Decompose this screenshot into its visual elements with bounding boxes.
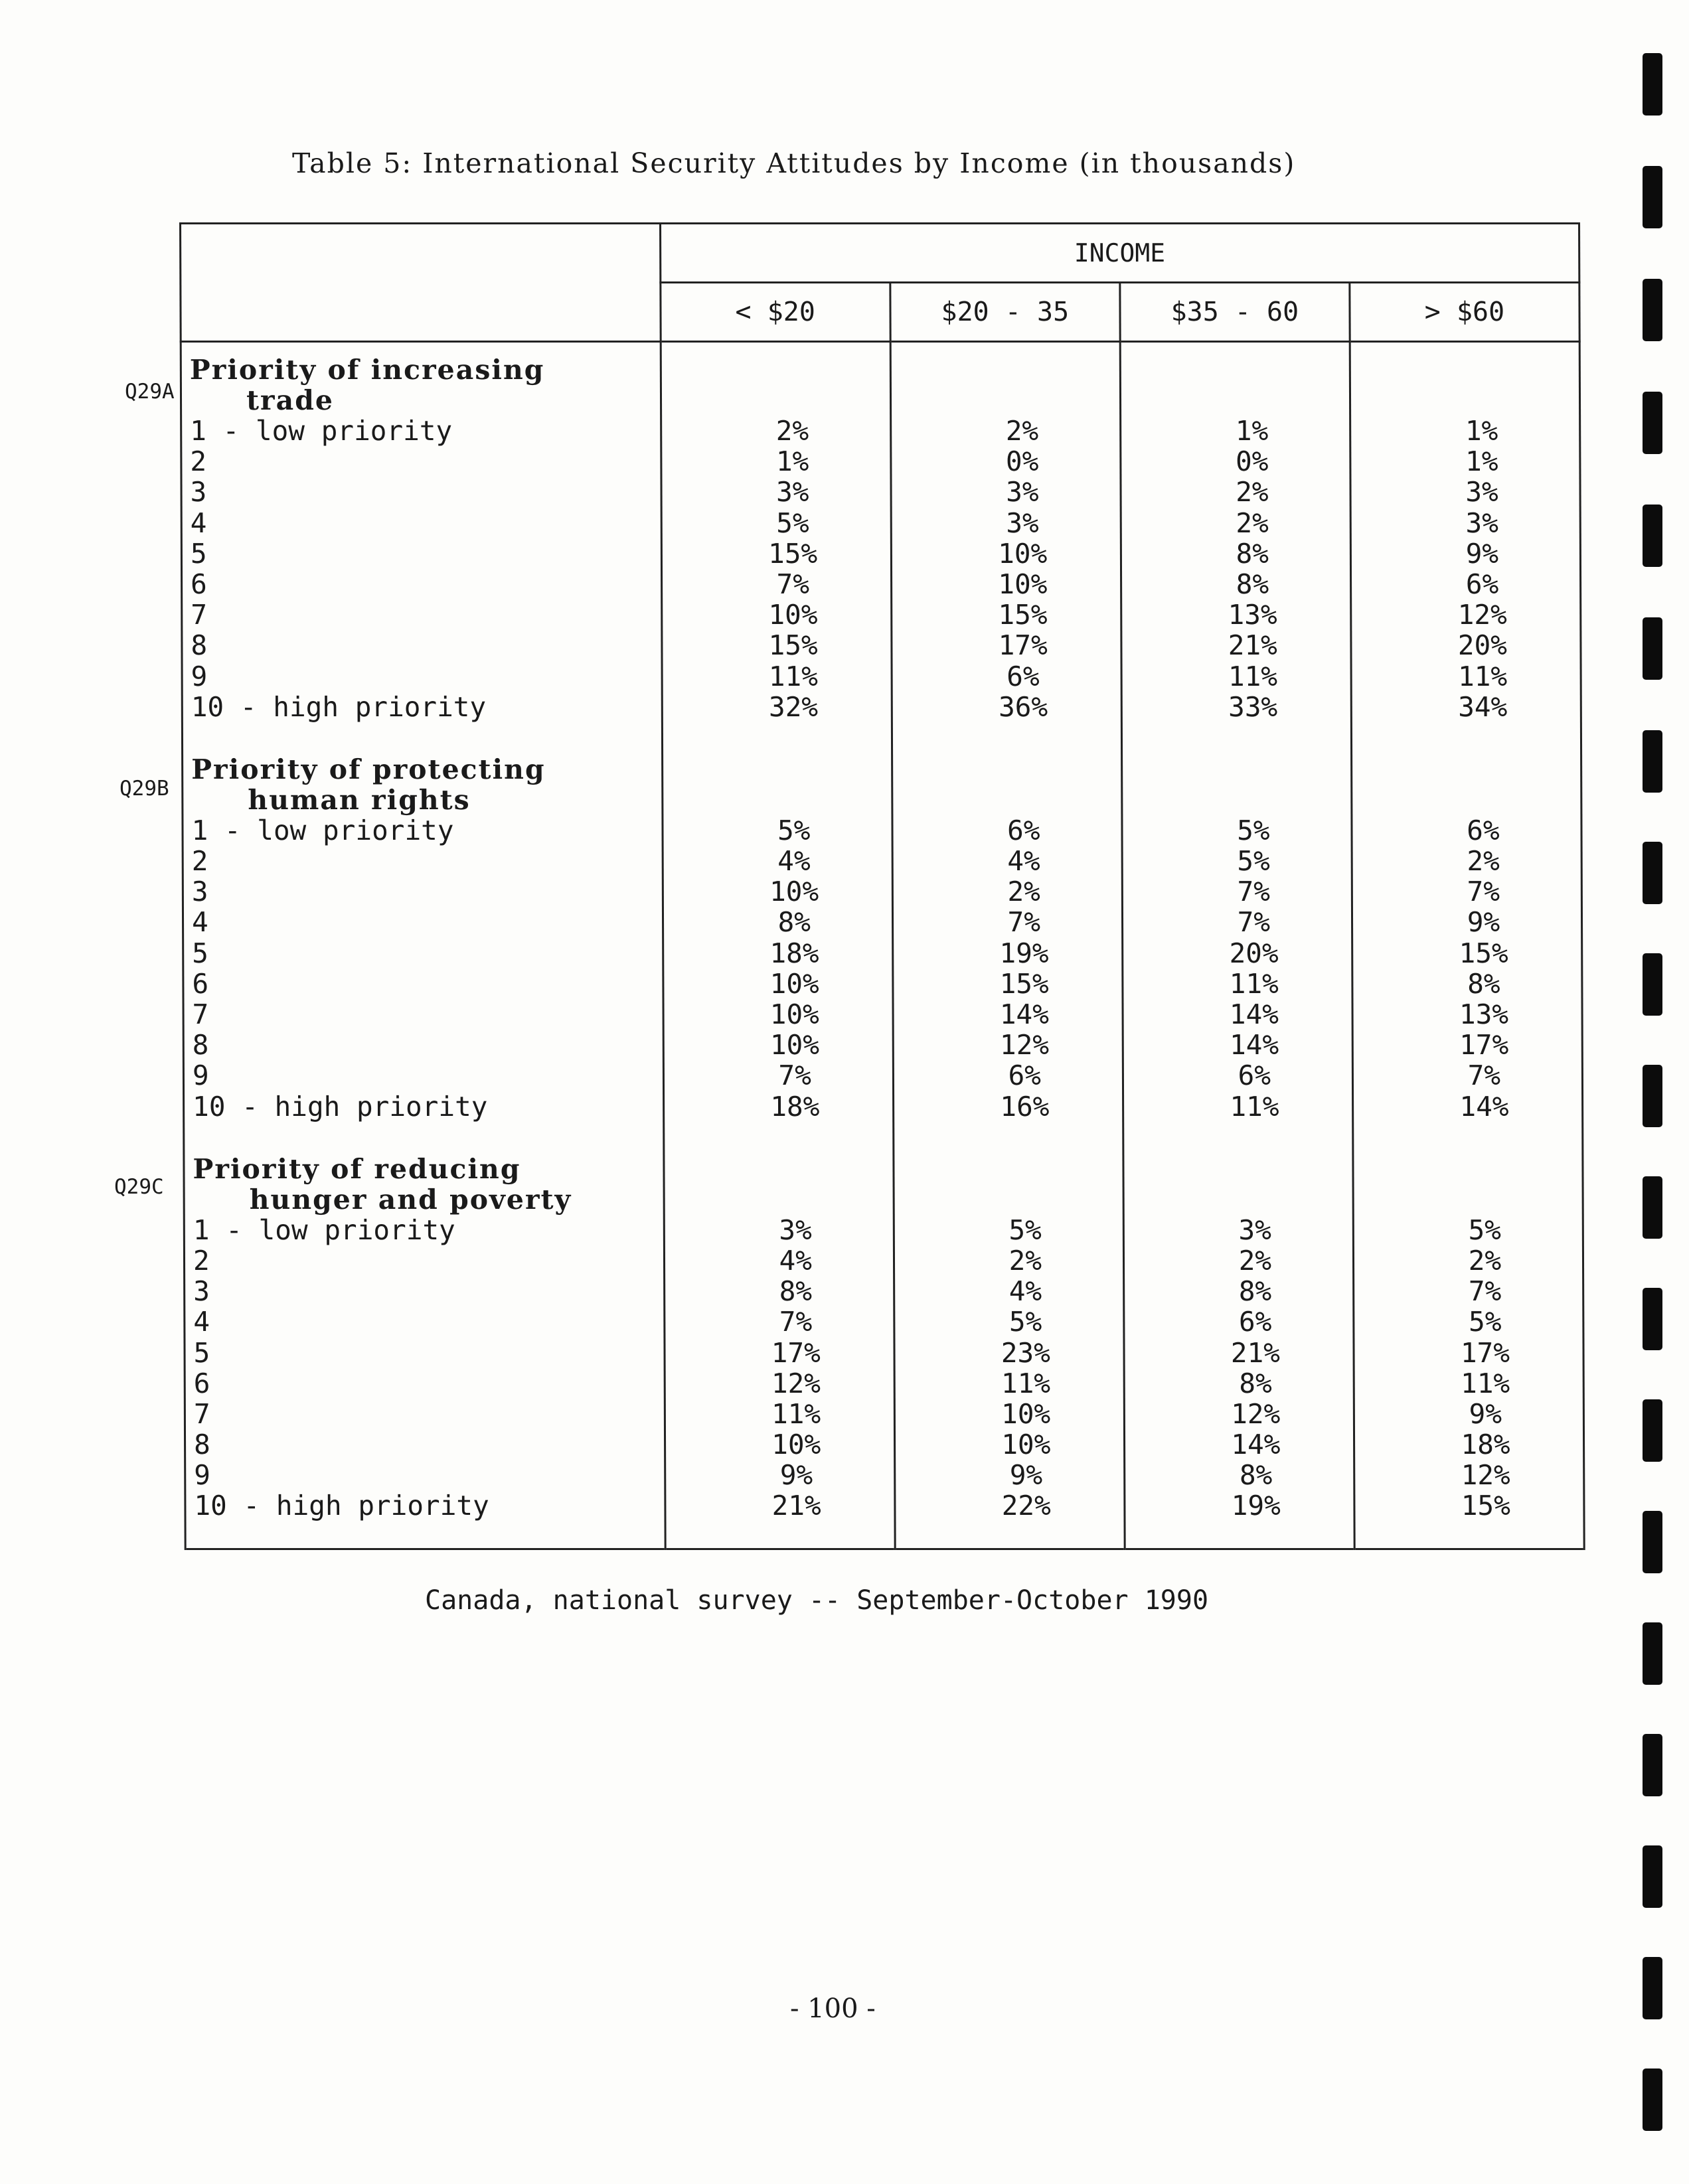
cell-value: 3% xyxy=(1006,476,1039,508)
cell-value: 7% xyxy=(778,1059,811,1092)
title-spacer xyxy=(1123,754,1350,815)
binding-mark xyxy=(1643,53,1662,116)
cell-value: 13% xyxy=(1459,998,1509,1030)
cell-value: 11% xyxy=(1457,660,1508,692)
binding-marks xyxy=(1643,0,1666,2184)
cell-value: 11% xyxy=(1461,1367,1510,1399)
cell-value: 10% xyxy=(769,998,819,1030)
cell-value: 32% xyxy=(768,690,819,723)
row-label: 2 xyxy=(193,1244,210,1277)
cell-value: 15% xyxy=(1461,1490,1510,1522)
cell-value: 3% xyxy=(779,1213,812,1246)
section-spacer xyxy=(894,1122,1122,1154)
row-label: 5 xyxy=(192,937,209,969)
row-label: 9 xyxy=(192,1059,209,1092)
binding-mark xyxy=(1643,166,1662,228)
cell-value: 20% xyxy=(1457,629,1507,662)
question-code-q29b: Q29B xyxy=(120,777,169,801)
row-label: 7 xyxy=(193,1397,210,1430)
cell-value: 17% xyxy=(998,629,1048,662)
cell-value: 7% xyxy=(1467,1059,1501,1092)
cell-value: 5% xyxy=(1469,1306,1502,1338)
binding-mark xyxy=(1643,842,1662,904)
title-spacer xyxy=(1352,754,1580,815)
cell-value: 12% xyxy=(771,1367,821,1399)
cell-value: 6% xyxy=(1238,1306,1272,1338)
cell-value: 1% xyxy=(1465,445,1498,478)
row-label: 5 xyxy=(190,537,207,570)
binding-mark xyxy=(1643,279,1662,341)
cell-value: 17% xyxy=(771,1336,821,1369)
section-title-line1: Priority of reducing xyxy=(193,1152,521,1185)
column-header-under-20: < $20 xyxy=(661,283,890,342)
binding-mark xyxy=(1643,1399,1662,1462)
section-title-line1: Priority of increasing xyxy=(189,354,545,386)
question-code-q29c: Q29C xyxy=(114,1175,164,1199)
cell-value: 18% xyxy=(1461,1429,1510,1461)
cell-value: 10% xyxy=(1001,1429,1051,1461)
cell-value: 11% xyxy=(771,1397,821,1430)
cell-value: 14% xyxy=(1231,1429,1281,1461)
cell-value: 2% xyxy=(1007,876,1040,908)
section-spacer xyxy=(1352,722,1580,754)
row-labels-column xyxy=(181,342,665,1549)
cell-value: 12% xyxy=(1461,1459,1510,1492)
question-code-q29a: Q29A xyxy=(125,380,175,404)
row-label: 3 xyxy=(190,476,207,508)
section-spacer xyxy=(663,722,891,754)
cell-value: 11% xyxy=(1229,967,1279,1000)
title-spacer xyxy=(891,354,1119,416)
cell-value: 14% xyxy=(1229,1029,1279,1061)
cell-value: 10% xyxy=(998,537,1048,570)
row-label: 9 xyxy=(194,1459,211,1492)
cell-value: 20% xyxy=(1229,937,1279,969)
row-label: 7 xyxy=(192,998,209,1030)
cell-value: 2% xyxy=(1468,1244,1502,1277)
cell-value: 12% xyxy=(1457,599,1507,631)
cell-value: 33% xyxy=(1228,690,1278,723)
section-title-line2: trade xyxy=(246,384,334,416)
cell-value: 8% xyxy=(1238,1275,1272,1308)
values-column-20-35 xyxy=(890,342,1125,1549)
page-number: - 100 - xyxy=(790,1993,876,2024)
binding-mark xyxy=(1643,1622,1662,1685)
values-column-under-20 xyxy=(661,342,895,1549)
cell-value: 22% xyxy=(1001,1490,1051,1522)
cell-value: 21% xyxy=(1228,629,1277,662)
cell-value: 8% xyxy=(1239,1367,1272,1399)
column-header-20-35: $20 - 35 xyxy=(890,283,1120,342)
cell-value: 7% xyxy=(1237,906,1271,939)
cell-value: 7% xyxy=(1468,1275,1502,1308)
cell-value: 2% xyxy=(775,415,809,447)
row-label: 6 xyxy=(191,568,207,600)
cell-value: 2% xyxy=(1236,476,1269,508)
cell-value: 13% xyxy=(1228,599,1277,631)
row-label: 2 xyxy=(190,445,207,478)
title-spacer xyxy=(661,354,889,416)
cell-value: 5% xyxy=(1008,1306,1042,1338)
cell-value: 5% xyxy=(1008,1213,1042,1246)
cell-value: 15% xyxy=(998,599,1048,631)
table-title: Table 5: International Security Attitudes by Income (in thousands) xyxy=(292,147,1296,179)
survey-footer: Canada, national survey -- September-October 1990 xyxy=(425,1585,1209,1616)
cell-value: 18% xyxy=(770,1090,820,1123)
cell-value: 7% xyxy=(776,568,810,600)
cell-value: 15% xyxy=(767,537,818,570)
cell-value: 3% xyxy=(1006,507,1039,539)
section-spacer xyxy=(1354,1122,1581,1154)
column-header-over-60: > $60 xyxy=(1350,283,1579,342)
row-label: 9 xyxy=(191,660,208,692)
cell-value: 11% xyxy=(1228,660,1278,692)
cell-value: 15% xyxy=(999,967,1049,1000)
binding-mark xyxy=(1643,730,1662,793)
cell-value: 5% xyxy=(1468,1213,1502,1246)
row-label: 3 xyxy=(193,1275,210,1308)
binding-mark xyxy=(1643,1957,1662,2019)
cell-value: 14% xyxy=(1229,998,1279,1030)
section-title xyxy=(191,754,661,815)
binding-mark xyxy=(1643,953,1662,1016)
binding-mark xyxy=(1643,2068,1662,2131)
title-spacer xyxy=(663,754,891,815)
cell-value: 10% xyxy=(771,1429,821,1461)
cell-value: 6% xyxy=(1006,660,1040,692)
cell-value: 9% xyxy=(1009,1459,1043,1492)
binding-mark xyxy=(1643,1845,1662,1908)
cell-value: 10% xyxy=(769,967,819,1000)
binding-mark xyxy=(1643,1176,1662,1239)
title-spacer xyxy=(1121,354,1349,416)
cell-value: 11% xyxy=(768,660,818,692)
row-label: 8 xyxy=(191,629,208,662)
row-label: 1 - low priority xyxy=(191,814,454,846)
row-label: 3 xyxy=(191,876,208,908)
cell-value: 3% xyxy=(1465,507,1498,539)
table-corner-cell xyxy=(181,224,661,342)
cell-value: 2% xyxy=(1467,845,1500,878)
cell-value: 19% xyxy=(1231,1490,1281,1522)
cell-value: 5% xyxy=(777,814,811,846)
row-label: 1 - low priority xyxy=(190,415,453,447)
section-title xyxy=(193,1154,663,1215)
row-label: 8 xyxy=(192,1029,209,1061)
cell-value: 2% xyxy=(1238,1244,1272,1277)
cell-value: 21% xyxy=(771,1490,821,1522)
cell-value: 0% xyxy=(1005,445,1039,478)
row-label: 6 xyxy=(193,1367,210,1399)
column-header-35-60: $35 - 60 xyxy=(1120,283,1350,342)
cell-value: 1% xyxy=(1465,415,1498,447)
cell-value: 14% xyxy=(999,998,1049,1030)
cell-value: 3% xyxy=(1238,1213,1271,1246)
section-spacer xyxy=(193,1122,663,1154)
cell-value: 1% xyxy=(1235,415,1269,447)
cell-value: 10% xyxy=(1001,1397,1051,1430)
cell-value: 10% xyxy=(768,599,818,631)
cell-value: 4% xyxy=(777,845,811,878)
cell-value: 2% xyxy=(1236,507,1269,539)
title-spacer xyxy=(1351,354,1579,416)
cell-value: 18% xyxy=(769,937,819,969)
row-label: 8 xyxy=(193,1429,210,1461)
section-spacer xyxy=(1124,1122,1352,1154)
section-title-line2: human rights xyxy=(248,783,471,816)
cell-value: 14% xyxy=(1459,1090,1509,1123)
title-spacer xyxy=(893,754,1121,815)
values-column-over-60 xyxy=(1350,342,1584,1549)
cell-value: 6% xyxy=(1467,814,1500,846)
binding-mark xyxy=(1643,1065,1662,1127)
income-table xyxy=(179,222,1585,1550)
row-label: 1 - low priority xyxy=(193,1213,455,1246)
cell-value: 1% xyxy=(775,445,809,478)
cell-value: 34% xyxy=(1458,690,1508,723)
row-label: 2 xyxy=(191,845,208,878)
cell-value: 5% xyxy=(776,507,809,539)
cell-value: 5% xyxy=(1237,845,1270,878)
title-spacer xyxy=(894,1154,1122,1215)
cell-value: 7% xyxy=(1007,906,1041,939)
cell-value: 12% xyxy=(1231,1397,1281,1430)
binding-mark xyxy=(1643,617,1662,680)
row-label: 4 xyxy=(193,1306,210,1338)
income-table-wrapper xyxy=(179,222,1585,1550)
cell-value: 8% xyxy=(1467,967,1500,1000)
row-label: 6 xyxy=(192,967,209,1000)
cell-value: 2% xyxy=(1005,415,1039,447)
cell-value: 19% xyxy=(999,937,1049,969)
row-label: 10 - high priority xyxy=(194,1490,489,1522)
section-spacer xyxy=(665,1122,892,1154)
cell-value: 6% xyxy=(1008,1059,1041,1092)
cell-value: 11% xyxy=(1230,1090,1279,1123)
section-spacer xyxy=(1123,722,1350,754)
binding-mark xyxy=(1643,1734,1662,1796)
cell-value: 4% xyxy=(779,1244,812,1277)
cell-value: 2% xyxy=(1008,1244,1042,1277)
title-spacer xyxy=(665,1154,892,1215)
binding-mark xyxy=(1643,392,1662,454)
cell-value: 23% xyxy=(1001,1336,1050,1369)
cell-value: 8% xyxy=(1239,1459,1273,1492)
cell-value: 0% xyxy=(1235,445,1269,478)
cell-value: 15% xyxy=(768,629,818,662)
cell-value: 15% xyxy=(1459,937,1508,969)
cell-value: 10% xyxy=(769,876,819,908)
cell-value: 6% xyxy=(1007,814,1040,846)
cell-value: 5% xyxy=(1237,814,1270,846)
section-title xyxy=(190,354,660,416)
binding-mark xyxy=(1643,1511,1662,1573)
cell-value: 7% xyxy=(1467,876,1500,908)
cell-value: 8% xyxy=(1236,537,1269,570)
cell-value: 7% xyxy=(1237,876,1270,908)
cell-value: 9% xyxy=(779,1459,813,1492)
cell-value: 3% xyxy=(775,476,809,508)
cell-value: 9% xyxy=(1469,1397,1502,1430)
row-label: 10 - high priority xyxy=(191,690,487,723)
cell-value: 6% xyxy=(1465,568,1499,600)
row-label: 7 xyxy=(191,599,208,631)
cell-value: 10% xyxy=(998,568,1048,600)
title-spacer xyxy=(1124,1154,1352,1215)
cell-value: 4% xyxy=(1008,1275,1042,1308)
row-label: 4 xyxy=(190,507,207,539)
binding-mark xyxy=(1643,505,1662,567)
cell-value: 17% xyxy=(1459,1029,1509,1061)
cell-value: 17% xyxy=(1460,1336,1510,1369)
income-group-header: INCOME xyxy=(660,224,1579,283)
row-label: 4 xyxy=(191,906,208,939)
cell-value: 21% xyxy=(1230,1336,1280,1369)
section-spacer xyxy=(191,722,661,754)
row-label: 10 - high priority xyxy=(193,1090,488,1123)
cell-value: 8% xyxy=(777,906,811,939)
section-title-line2: hunger and poverty xyxy=(249,1183,572,1215)
section-title-line1: Priority of protecting xyxy=(191,753,546,785)
cell-value: 9% xyxy=(1465,537,1499,570)
title-spacer xyxy=(1354,1154,1581,1215)
cell-value: 9% xyxy=(1467,906,1500,939)
cell-value: 16% xyxy=(1000,1090,1050,1123)
cell-value: 4% xyxy=(1007,845,1040,878)
cell-value: 36% xyxy=(998,690,1048,723)
cell-value: 3% xyxy=(1465,476,1498,508)
row-label: 5 xyxy=(193,1336,210,1369)
cell-value: 10% xyxy=(769,1029,820,1061)
cell-value: 8% xyxy=(1236,568,1269,600)
binding-mark xyxy=(1643,1288,1662,1350)
cell-value: 8% xyxy=(779,1275,813,1308)
cell-value: 12% xyxy=(999,1029,1050,1061)
values-column-35-60 xyxy=(1120,342,1354,1549)
cell-value: 11% xyxy=(1001,1367,1051,1399)
cell-value: 7% xyxy=(779,1306,813,1338)
section-spacer xyxy=(893,722,1121,754)
cell-value: 6% xyxy=(1238,1059,1271,1092)
